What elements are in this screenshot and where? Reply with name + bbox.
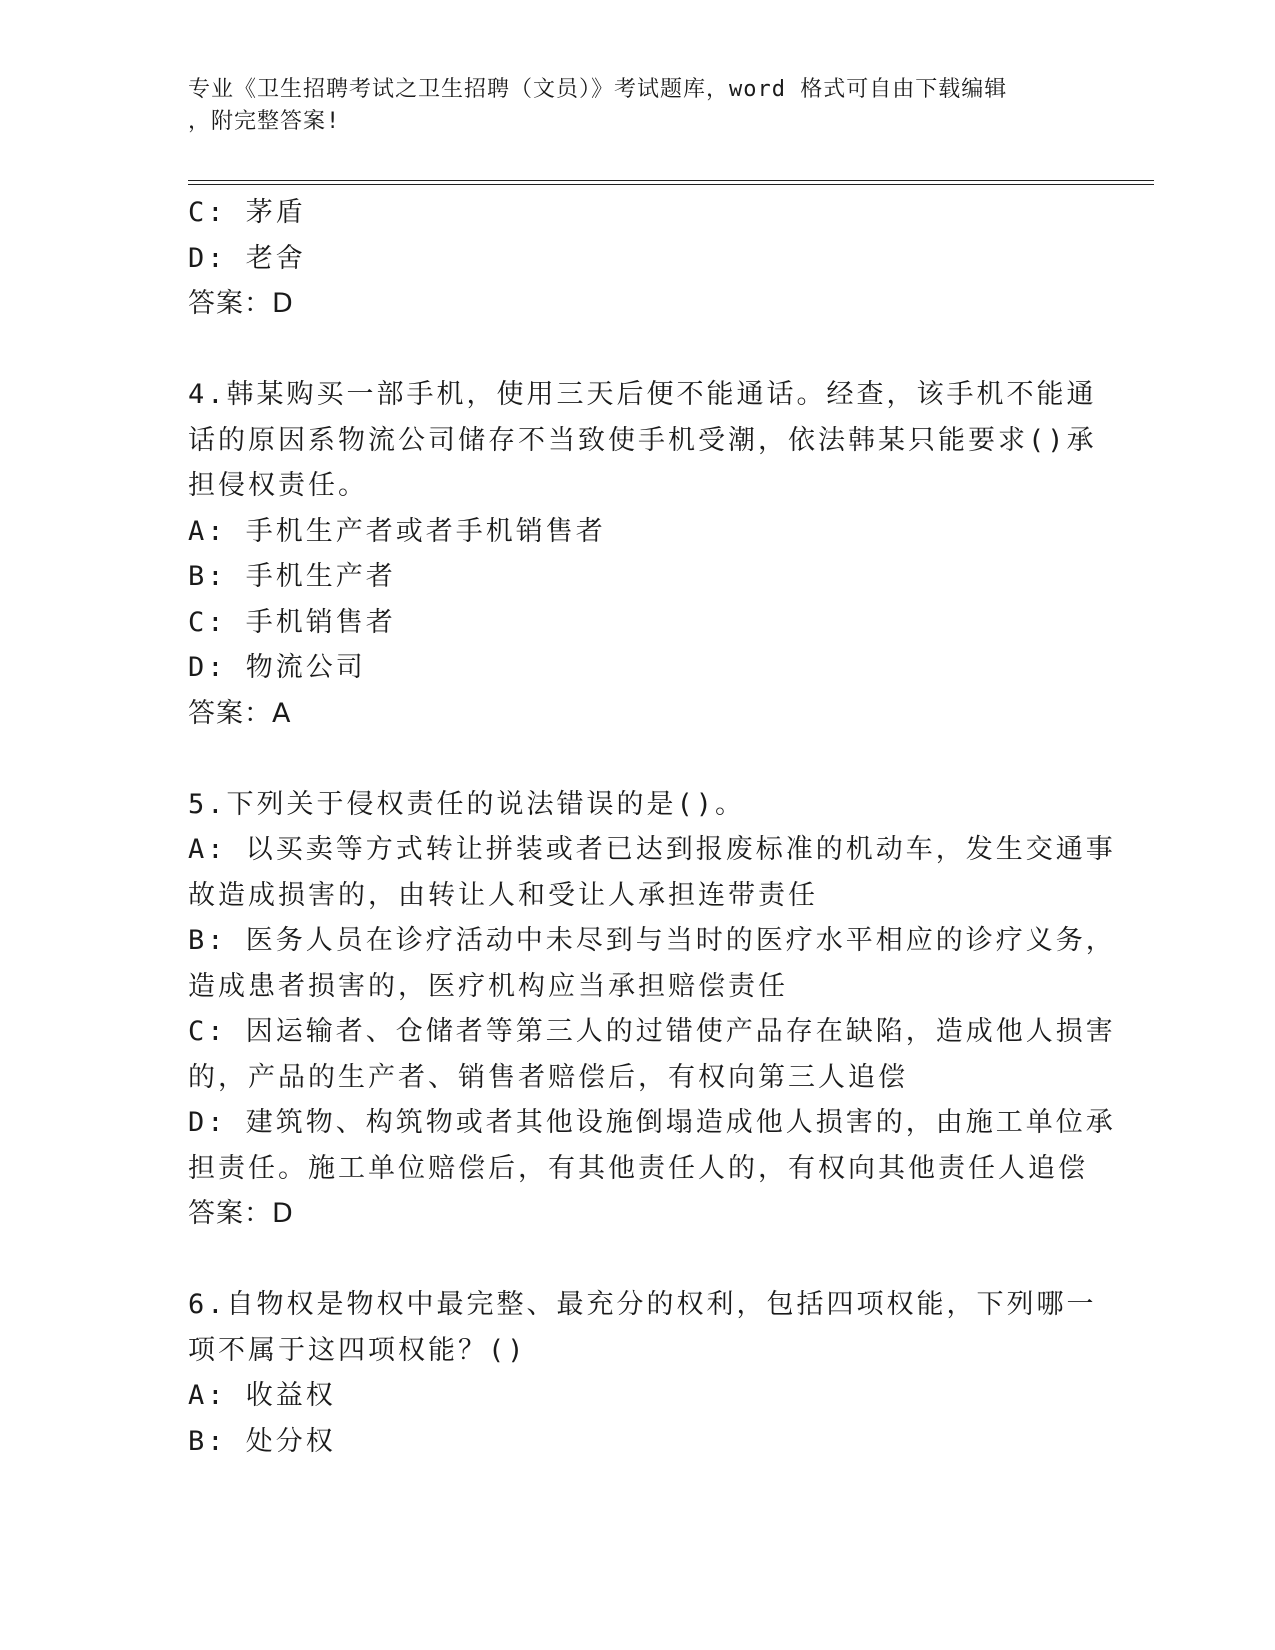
question-5 bbox=[188, 782, 1116, 1237]
q6-option-b: B: 处分权 bbox=[188, 1425, 336, 1457]
question-6 bbox=[188, 1282, 1097, 1464]
spacer bbox=[188, 736, 1088, 782]
q3-option-c: C: 茅盾 bbox=[188, 197, 306, 228]
question-list bbox=[188, 190, 1116, 1464]
q5-option-c-line-2: 的，产品的生产者、销售者赔偿后，有权向第三人追偿 bbox=[188, 1061, 908, 1093]
q5-option-b-line-2: 造成患者损害的，医疗机构应当承担赔偿责任 bbox=[188, 970, 788, 1002]
q5-option-d-line-1: D: 建筑物、构筑物或者其他设施倒塌造成他人损害的，由施工单位承 bbox=[188, 1107, 1116, 1138]
q5-stem-line-1: 5.下列关于侵权责任的说法错误的是()。 bbox=[188, 788, 746, 820]
q6-stem-line-1: 6.自物权是物权中最完整、最充分的权利，包括四项权能，下列哪一 bbox=[188, 1289, 1097, 1320]
q4-stem-line-1: 4.韩某购买一部手机，使用三天后便不能通话。经查，该手机不能通 bbox=[188, 379, 1097, 410]
q4-option-d: D: 物流公司 bbox=[188, 652, 366, 683]
q4-option-a: A: 手机生产者或者手机销售者 bbox=[188, 515, 606, 547]
q5-option-a-line-1: A: 以买卖等方式转让拼装或者已达到报废标准的机动车，发生交通事 bbox=[188, 834, 1116, 865]
q4-stem-line-3: 担侵权责任。 bbox=[188, 470, 368, 501]
spacer bbox=[188, 327, 1088, 373]
question-4 bbox=[188, 372, 1097, 736]
q3-answer: 答案：D bbox=[188, 288, 294, 319]
q4-stem-line-2: 话的原因系物流公司储存不当致使手机受潮，依法韩某只能要求()承 bbox=[188, 424, 1097, 456]
q5-answer: 答案：D bbox=[188, 1198, 294, 1229]
q4-option-c: C: 手机销售者 bbox=[188, 606, 396, 638]
q4-option-b: B: 手机生产者 bbox=[188, 561, 396, 592]
header-divider bbox=[188, 180, 1154, 185]
q6-stem-line-2: 项不属于这四项权能？() bbox=[188, 1334, 527, 1366]
q5-option-d-line-2: 担责任。施工单位赔偿后，有其他责任人的，有权向其他责任人追偿 bbox=[188, 1152, 1088, 1184]
q6-option-a: A: 收益权 bbox=[188, 1380, 336, 1411]
q3-option-d: D: 老舍 bbox=[188, 242, 306, 274]
q5-option-c-line-1: C: 因运输者、仓储者等第三人的过错使产品存在缺陷，造成他人损害 bbox=[188, 1016, 1116, 1047]
question-3-tail bbox=[188, 190, 1088, 327]
q5-option-b-line-1: B: 医务人员在诊疗活动中未尽到与当时的医疗水平相应的诊疗义务， bbox=[188, 925, 1116, 956]
page-header bbox=[188, 74, 1068, 138]
q4-answer: 答案：A bbox=[188, 697, 292, 729]
spacer bbox=[188, 1237, 1088, 1283]
header-title-line-2: ，附完整答案! bbox=[188, 109, 341, 134]
q5-option-a-line-2: 故造成损害的，由转让人和受让人承担连带责任 bbox=[188, 879, 818, 911]
header-title-line-1: 专业《卫生招聘考试之卫生招聘（文员）》考试题库，word 格式可自由下载编辑 bbox=[188, 77, 1008, 102]
